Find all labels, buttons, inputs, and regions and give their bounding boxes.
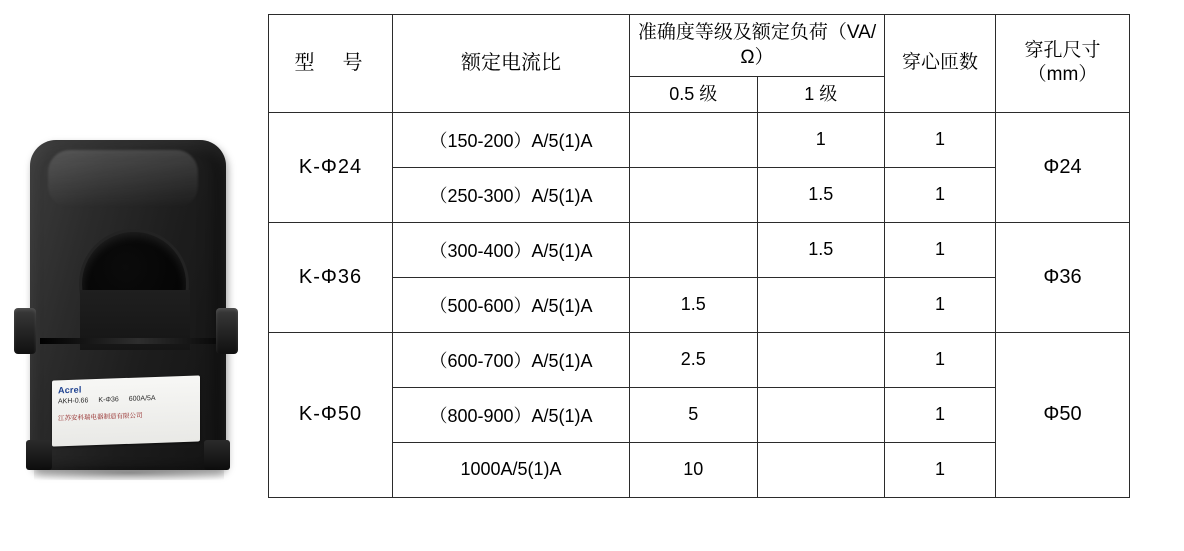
product-nameplate [52,375,200,446]
cell-class-1: 1.5 [757,167,885,222]
specification-table [268,14,1130,498]
cell-turns: 1 [885,387,996,442]
cell-ratio: （600-700）A/5(1)A [393,332,630,387]
cell-class-0-5: 1.5 [630,277,758,332]
header-ratio: 额定电流比 [393,15,630,113]
product-photo [0,0,268,551]
cell-turns: 1 [885,222,996,277]
cell-ratio: （250-300）A/5(1)A [393,167,630,222]
transformer-body [30,140,226,470]
cell-ratio: （800-900）A/5(1)A [393,387,630,442]
table-header [269,15,1130,113]
split-core-current-transformer-image [20,140,240,490]
drop-shadow [34,466,224,480]
cell-hole-size: Φ24 [996,112,1130,222]
nameplate-spec-right: 600A/5A [128,394,156,403]
header-model: 型 号 [269,15,393,113]
cell-model: K-Φ50 [269,332,393,497]
nameplate-spec-left: AKH-0.66 [58,397,89,406]
cell-class-0-5 [630,167,758,222]
cell-class-0-5 [630,222,758,277]
latch-clip-left [14,308,36,354]
header-hole-size: 穿孔尺寸（mm） [996,15,1130,113]
cell-class-0-5 [630,112,758,167]
header-row-1 [269,15,1130,77]
cell-turns: 1 [885,442,996,497]
cell-class-1: 1 [757,112,885,167]
table-row [269,332,1130,387]
cell-turns: 1 [885,332,996,387]
table-body [269,112,1130,497]
cell-ratio: （150-200）A/5(1)A [393,112,630,167]
cell-turns: 1 [885,112,996,167]
cell-class-1 [757,277,885,332]
specification-table-wrapper [268,14,1101,498]
body-highlight [48,150,198,208]
cell-class-1 [757,387,885,442]
cell-class-0-5: 5 [630,387,758,442]
header-class-0-5: 0.5 级 [630,77,758,113]
cell-ratio: （300-400）A/5(1)A [393,222,630,277]
header-turns: 穿心匝数 [885,15,996,113]
cell-model: K-Φ24 [269,112,393,222]
header-class-1: 1 级 [757,77,885,113]
cell-ratio: 1000A/5(1)A [393,442,630,497]
cell-turns: 1 [885,167,996,222]
cell-turns: 1 [885,277,996,332]
nameplate-brand: Acrel [58,384,82,396]
cell-hole-size: Φ36 [996,222,1130,332]
nameplate-manufacturer: 江苏安科瑞电器制造有限公司 [58,412,143,423]
cell-hole-size: Φ50 [996,332,1130,497]
table-row [269,222,1130,277]
nameplate-spec [58,393,200,405]
latch-clip-right [216,308,238,354]
cell-class-1 [757,332,885,387]
cell-class-0-5: 10 [630,442,758,497]
cell-class-1 [757,442,885,497]
table-row [269,112,1130,167]
cell-model: K-Φ36 [269,222,393,332]
header-burden: 准确度等级及额定负荷（VA/Ω） [630,15,885,77]
cell-class-1: 1.5 [757,222,885,277]
nameplate-spec-mid: K-Φ36 [98,396,119,404]
cell-ratio: （500-600）A/5(1)A [393,277,630,332]
split-seam [40,338,236,344]
cell-class-0-5: 2.5 [630,332,758,387]
